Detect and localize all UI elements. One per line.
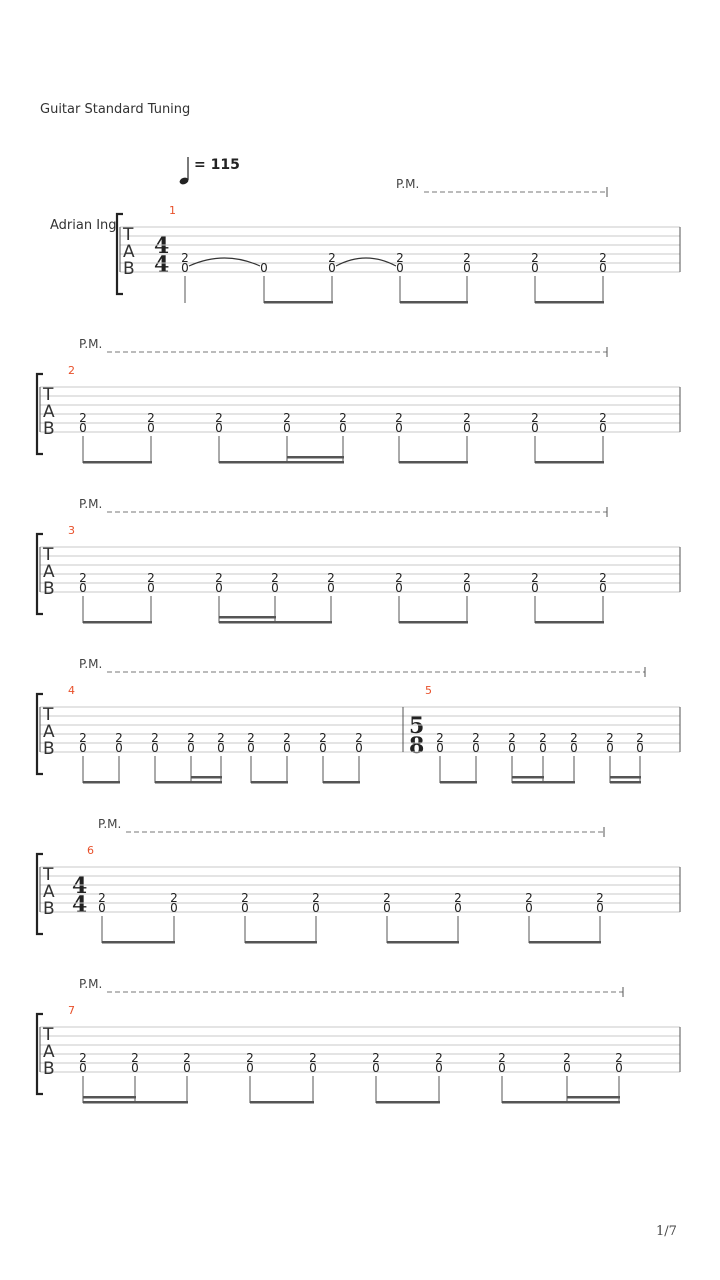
fret-number: 0 (570, 741, 578, 755)
fret-number: 0 (79, 1061, 87, 1075)
fret-number: 0 (531, 581, 539, 595)
fret-number: 2 (463, 411, 471, 425)
beam-secondary (83, 1096, 136, 1099)
tab-clef-letter: B (43, 899, 55, 919)
beam (535, 461, 604, 464)
fret-number: 2 (312, 891, 320, 905)
fret-number: 2 (187, 731, 195, 745)
beam (83, 1101, 188, 1104)
fret-number: 0 (531, 261, 539, 275)
tie (336, 258, 396, 266)
fret-number: 2 (531, 571, 539, 585)
fret-number: 0 (508, 741, 516, 755)
fret-number: 2 (183, 1051, 191, 1065)
fret-number: 0 (383, 901, 391, 915)
page-number: 1/7 (656, 1224, 677, 1239)
tab-clef-letter: T (43, 545, 54, 565)
beam (399, 461, 468, 464)
fret-number: 0 (372, 1061, 380, 1075)
fret-number: 2 (170, 891, 178, 905)
fret-number: 2 (563, 1051, 571, 1065)
fret-number: 0 (539, 741, 547, 755)
track-name: Adrian Ing (50, 218, 117, 233)
fret-number: 2 (531, 411, 539, 425)
fret-number: 0 (283, 421, 291, 435)
time-signature-top: 4 (154, 233, 170, 259)
fret-number: 2 (570, 731, 578, 745)
fret-number: 0 (271, 581, 279, 595)
fret-number: 0 (79, 581, 87, 595)
beam-secondary (567, 1096, 620, 1099)
pm-label-1: P.M. (396, 177, 420, 191)
tab-clef-letter: A (43, 1042, 55, 1062)
fret-number: 0 (436, 741, 444, 755)
fret-number: 2 (599, 571, 607, 585)
tab-clef-letter: B (123, 259, 135, 279)
fret-number: 2 (339, 411, 347, 425)
fret-number: 0 (355, 741, 363, 755)
beam (219, 461, 344, 464)
fret-number: 0 (636, 741, 644, 755)
fret-number: 0 (79, 421, 87, 435)
tuning-label: Guitar Standard Tuning (40, 102, 191, 117)
fret-number: 0 (241, 901, 249, 915)
fret-number: 0 (131, 1061, 139, 1075)
fret-number: 0 (463, 421, 471, 435)
fret-number: 0 (98, 901, 106, 915)
beam (535, 301, 604, 304)
fret-number: 0 (183, 1061, 191, 1075)
tab-clef-letter: B (43, 739, 55, 759)
bar-number-3: 3 (68, 524, 75, 537)
tab-clef-letter: A (43, 402, 55, 422)
fret-number: 2 (147, 411, 155, 425)
fret-number: 0 (435, 1061, 443, 1075)
fret-number: 0 (246, 1061, 254, 1075)
tab-clef-letter: B (43, 419, 55, 439)
tab-clef-letter: A (123, 242, 135, 262)
bar-number-2: 2 (68, 364, 75, 377)
fret-number: 2 (525, 891, 533, 905)
fret-number: 2 (539, 731, 547, 745)
beam (219, 621, 332, 624)
fret-number: 2 (599, 411, 607, 425)
beam-secondary (287, 456, 344, 459)
time-signature-bottom: 8 (409, 733, 425, 759)
fret-number: 2 (283, 731, 291, 745)
fret-number: 0 (147, 581, 155, 595)
fret-number: 0 (472, 741, 480, 755)
fret-number: 0 (599, 261, 607, 275)
beam (535, 621, 604, 624)
tab-clef-letter: A (43, 562, 55, 582)
fret-number: 0 (396, 261, 404, 275)
fret-number: 0 (260, 261, 268, 275)
bar-number-1: 1 (169, 204, 176, 217)
fret-number: 0 (151, 741, 159, 755)
beam (323, 781, 360, 784)
fret-number: 2 (435, 1051, 443, 1065)
pm-label-3: P.M. (79, 497, 103, 511)
fret-number: 2 (596, 891, 604, 905)
fret-number: 0 (596, 901, 604, 915)
fret-number: 2 (396, 251, 404, 265)
fret-number: 0 (328, 261, 336, 275)
fret-number: 2 (79, 411, 87, 425)
fret-number: 2 (147, 571, 155, 585)
time-signature-top: 4 (72, 873, 88, 899)
beam (399, 621, 468, 624)
fret-number: 2 (79, 1051, 87, 1065)
beam-secondary (191, 776, 222, 779)
fret-number: 2 (355, 731, 363, 745)
bar-number-5: 5 (425, 684, 432, 697)
tab-clef-letter: B (43, 1059, 55, 1079)
beam-secondary (512, 776, 544, 779)
bar-number-6: 6 (87, 844, 94, 857)
beam (250, 1101, 314, 1104)
fret-number: 0 (395, 421, 403, 435)
time-signature-bottom: 4 (154, 252, 170, 278)
fret-number: 2 (472, 731, 480, 745)
time-signature-bar-6 (72, 873, 87, 918)
tab-clef-letter: T (43, 705, 54, 725)
fret-number: 0 (395, 581, 403, 595)
time-signature-top: 5 (409, 713, 425, 739)
fret-number: 0 (312, 901, 320, 915)
fret-number: 2 (98, 891, 106, 905)
fret-number: 0 (215, 581, 223, 595)
fret-number: 0 (147, 421, 155, 435)
beam (387, 941, 459, 944)
fret-number: 0 (463, 581, 471, 595)
fret-number: 2 (309, 1051, 317, 1065)
tempo-value: = 115 (194, 157, 240, 173)
beam (400, 301, 468, 304)
tab-clef-letter: A (43, 722, 55, 742)
fret-number: 2 (463, 251, 471, 265)
beam (610, 781, 641, 784)
fret-number: 2 (395, 411, 403, 425)
fret-number: 0 (217, 741, 225, 755)
beam-secondary (219, 616, 276, 619)
beam (251, 781, 288, 784)
fret-number: 2 (383, 891, 391, 905)
fret-number: 0 (319, 741, 327, 755)
fret-number: 2 (131, 1051, 139, 1065)
fret-number: 0 (247, 741, 255, 755)
fret-number: 0 (79, 741, 87, 755)
fret-number: 2 (217, 731, 225, 745)
fret-number: 0 (531, 421, 539, 435)
fret-number: 2 (271, 571, 279, 585)
fret-number: 2 (79, 731, 87, 745)
beam (512, 781, 575, 784)
fret-number: 2 (215, 411, 223, 425)
beam (440, 781, 477, 784)
fret-number: 0 (339, 421, 347, 435)
fret-number: 2 (79, 571, 87, 585)
fret-number: 0 (187, 741, 195, 755)
beam (83, 781, 120, 784)
fret-number: 2 (151, 731, 159, 745)
beam (502, 1101, 620, 1104)
fret-number: 0 (606, 741, 614, 755)
pm-label-4: P.M. (79, 657, 103, 671)
fret-number: 0 (283, 741, 291, 755)
fret-number: 2 (599, 251, 607, 265)
beam (529, 941, 601, 944)
tab-clef-letter: T (43, 865, 54, 885)
fret-number: 0 (309, 1061, 317, 1075)
fret-number: 2 (181, 251, 189, 265)
fret-number: 2 (454, 891, 462, 905)
tempo-marking (179, 157, 240, 186)
fret-number: 2 (395, 571, 403, 585)
fret-number: 2 (615, 1051, 623, 1065)
fret-number: 2 (636, 731, 644, 745)
fret-number: 2 (327, 571, 335, 585)
fret-number: 0 (327, 581, 335, 595)
beam (376, 1101, 440, 1104)
bar-number-4: 4 (68, 684, 75, 697)
beam (102, 941, 175, 944)
fret-number: 0 (463, 261, 471, 275)
fret-number: 2 (246, 1051, 254, 1065)
fret-number: 2 (247, 731, 255, 745)
pm-label-6: P.M. (79, 977, 103, 991)
beam-secondary (610, 776, 641, 779)
fret-number: 2 (115, 731, 123, 745)
fret-number: 2 (215, 571, 223, 585)
bar-number-7: 7 (68, 1004, 75, 1017)
tab-clef-letter: A (43, 882, 55, 902)
fret-number: 2 (436, 731, 444, 745)
fret-number: 0 (115, 741, 123, 755)
pm-label-2: P.M. (79, 337, 103, 351)
beam (83, 621, 152, 624)
fret-number: 2 (606, 731, 614, 745)
fret-number: 2 (531, 251, 539, 265)
fret-number: 0 (599, 421, 607, 435)
fret-number: 0 (454, 901, 462, 915)
tab-staff-content (37, 187, 680, 1104)
tie (189, 258, 260, 266)
beam (245, 941, 317, 944)
beam (264, 301, 333, 304)
tab-clef-letter: B (43, 579, 55, 599)
fret-number: 0 (599, 581, 607, 595)
tab-clef-letter: T (123, 225, 134, 245)
fret-number: 0 (498, 1061, 506, 1075)
fret-number: 0 (181, 261, 189, 275)
fret-number: 0 (615, 1061, 623, 1075)
fret-number: 2 (372, 1051, 380, 1065)
time-signature-bottom: 4 (72, 892, 88, 918)
fret-number: 0 (563, 1061, 571, 1075)
time-signature-bar-1 (154, 233, 169, 278)
fret-number: 0 (525, 901, 533, 915)
fret-number: 2 (283, 411, 291, 425)
fret-number: 0 (215, 421, 223, 435)
fret-number: 2 (498, 1051, 506, 1065)
tab-clef-letter: T (43, 385, 54, 405)
beam (83, 461, 152, 464)
tab-clef-letter: T (43, 1025, 54, 1045)
pm-label-5: P.M. (98, 817, 122, 831)
beam (155, 781, 222, 784)
fret-number: 0 (170, 901, 178, 915)
fret-number: 2 (328, 251, 336, 265)
fret-number: 2 (463, 571, 471, 585)
fret-number: 2 (508, 731, 516, 745)
fret-number: 2 (319, 731, 327, 745)
fret-number: 2 (241, 891, 249, 905)
